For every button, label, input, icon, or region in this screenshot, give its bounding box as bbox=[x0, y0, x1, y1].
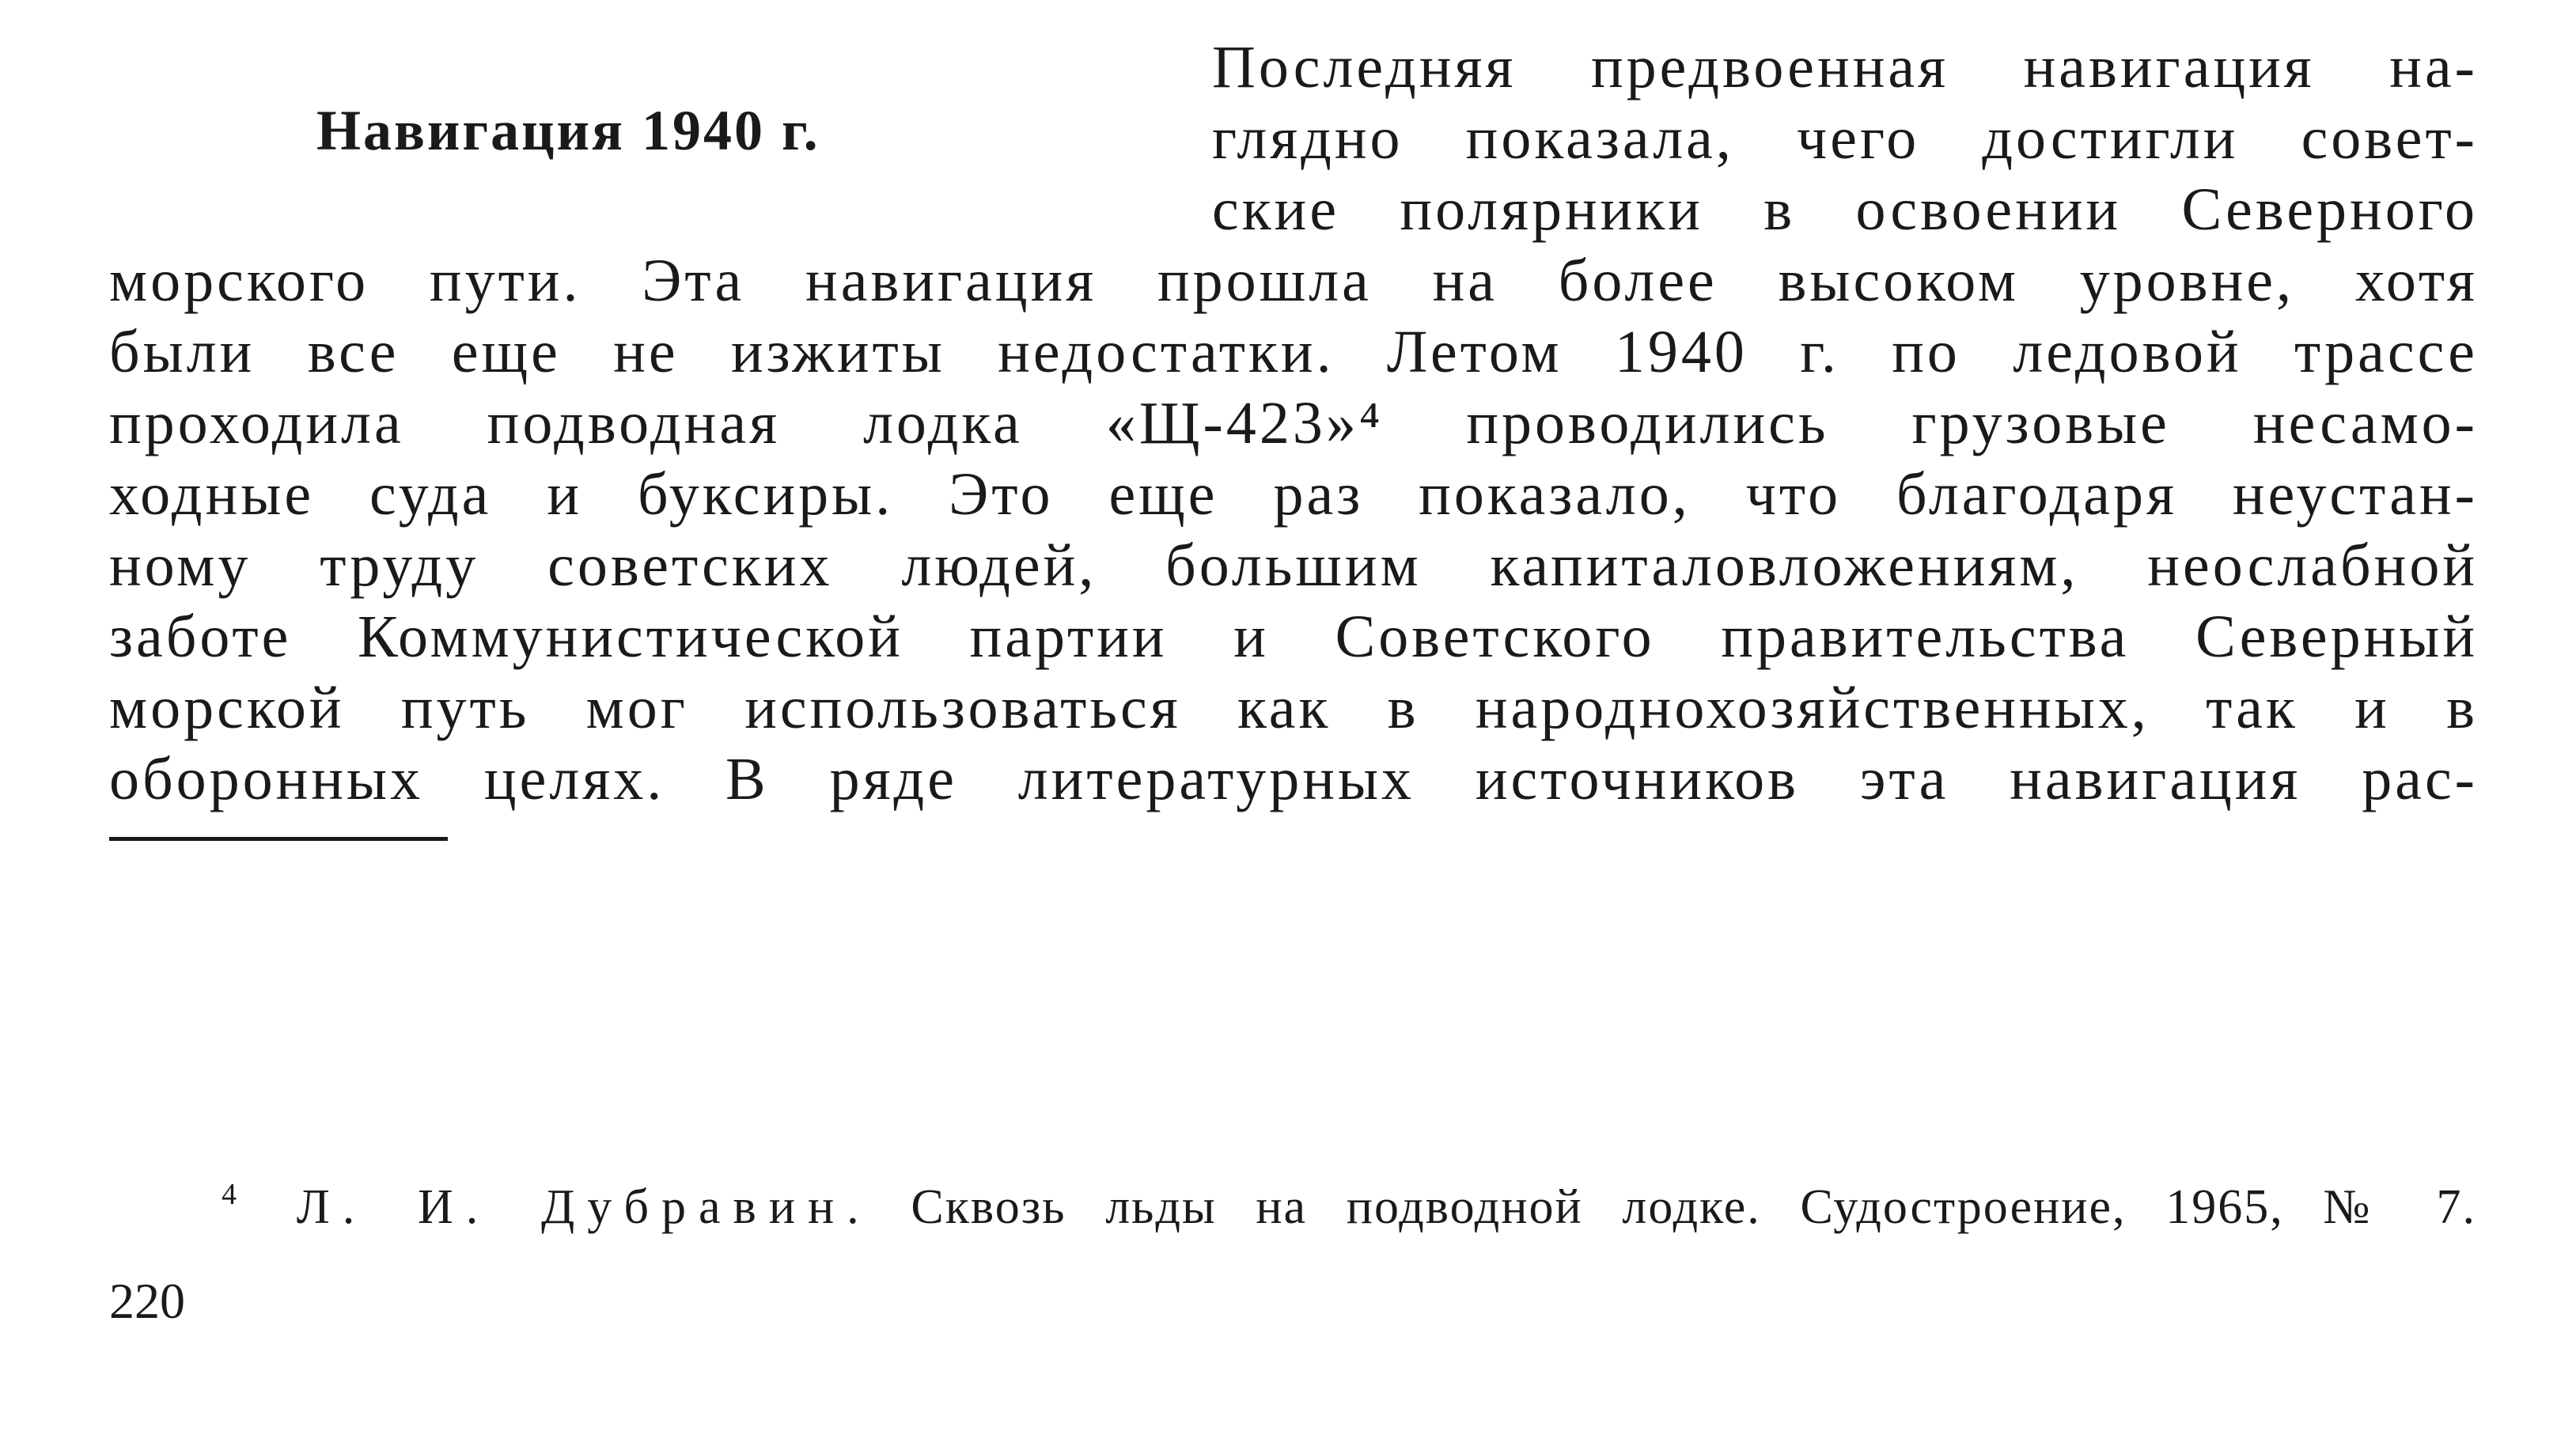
paragraph-line: морского пути. Эта навигация прошла на более высоком уровне, хотя bbox=[109, 248, 2478, 314]
paragraph-line: ские полярники в освоении Северного bbox=[1212, 176, 2478, 243]
footnote-separator bbox=[109, 837, 448, 841]
paragraph-line: Последняя предвоенная навигация на- bbox=[1212, 34, 2478, 100]
paragraph-line: оборонных целях. В ряде литературных источников эта навигация рас- bbox=[109, 746, 2478, 812]
paragraph-line: ному труду советских людей, большим капиталовложениям, неослабной bbox=[109, 532, 2478, 599]
footnote-text: Сквозь льды на подводной лодке. Судостроение, 1965, № 7. bbox=[911, 1180, 2477, 1234]
paragraph-line: заботе Коммунистической партии и Советского правительства Северный bbox=[109, 604, 2478, 670]
paragraph-line: морской путь мог использоваться как в народнохозяйственных, так и в bbox=[109, 675, 2478, 741]
paragraph-line: проходила подводная лодка «Щ-423»⁴ проводились грузовые несамо- bbox=[109, 390, 2478, 456]
footnote-author: Л. И. Дубравин. bbox=[296, 1180, 872, 1234]
section-heading: Навигация 1940 г. bbox=[316, 99, 820, 162]
paragraph-line: ходные суда и буксиры. Это еще раз показало, что благодаря неустан- bbox=[109, 461, 2478, 528]
paragraph-line: глядно показала, чего достигли совет- bbox=[1212, 105, 2478, 172]
paragraph-line: были все еще не изжиты недостатки. Летом 1940 г. по ледовой трассе bbox=[109, 319, 2478, 385]
page-number: 220 bbox=[109, 1273, 185, 1329]
footnote bbox=[222, 1163, 2476, 1239]
footnote-marker: 4 bbox=[222, 1178, 238, 1211]
